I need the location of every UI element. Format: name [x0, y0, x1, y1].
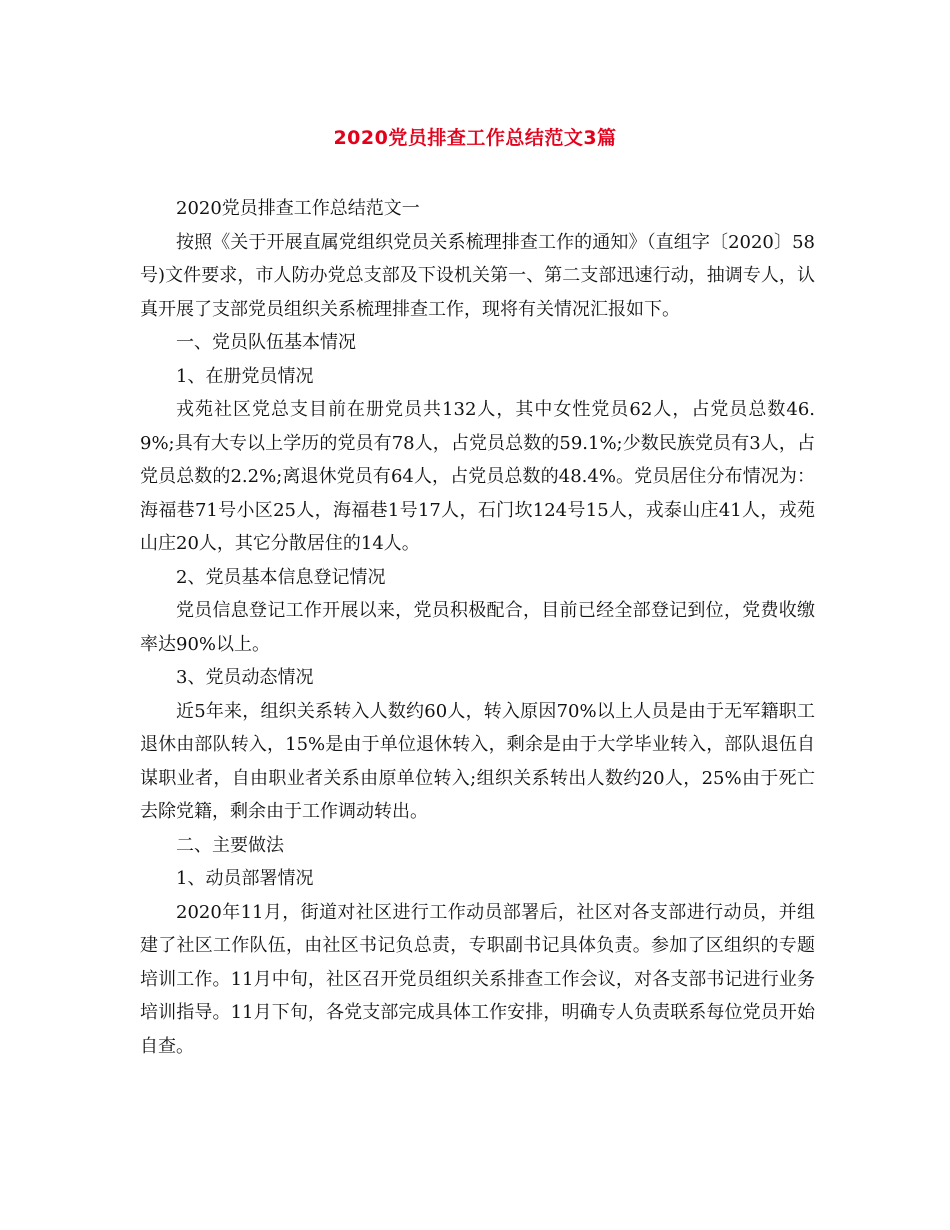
paragraph: 近5年来，组织关系转入人数约60人，转入原因70%以上人员是由于无军籍职工退休由部队转入，15%是由于单位退休转入，剩余是由于大学毕业转入，部队退伍自谋职业者，自由职业者关系由原单位转入;组织关系转出人数约20人，25%由于死亡去除党籍，剩余由于工作调动转出。: [140, 700, 815, 822]
section-heading: 一、党员队伍基本情况: [176, 332, 356, 353]
section-heading: 二、主要做法: [176, 834, 284, 856]
paragraph: 党员信息登记工作开展以来，党员积极配合，目前已经全部登记到位，党费收缴率达90%以上。: [140, 600, 815, 655]
subsection-heading: 1、动员部署情况: [176, 868, 314, 889]
document-title: 2020党员排查工作总结范文3篇: [333, 127, 617, 149]
section-heading: 2020党员排查工作总结范文一: [176, 198, 420, 219]
paragraph: 戎苑社区党总支目前在册党员共132人，其中女性党员62人，占党员总数46.9%;具有大专以上学历的党员有78人，占党员总数的59.1%;少数民族党员有3人，占党员总数的2.2%;离退休党员有64人，占党员总数的48.4%。党员居住分布情况为：海福巷71号小区25人，海福巷1号17人，石门坎124号15人，戎泰山庄41人，戎苑山庄20人，其它分散居住的14人。: [140, 399, 815, 554]
subsection-heading: 2、党员基本信息登记情况: [176, 566, 386, 588]
subsection-heading: 1、在册党员情况: [176, 365, 314, 387]
subsection-heading: 3、党员动态情况: [176, 667, 314, 688]
document-body: [140, 192, 815, 1063]
paragraph: 2020年11月，街道对社区进行工作动员部署后，社区对各支部进行动员，并组建了社区工作队伍，由社区书记负总责，专职副书记具体负责。参加了区组织的专题培训工作。11月中旬，社区召开党员组织关系排查工作会议，对各支部书记进行业务培训指导。11月下旬，各党支部完成具体工作安排，明确专人负责联系每位党员开始自查。: [140, 901, 815, 1057]
paragraph: 按照《关于开展直属党组织党员关系梳理排查工作的通知》（直组字〔2020〕58号)文件要求，市人防办党总支部及下设机关第一、第二支部迅速行动，抽调专人，认真开展了支部党员组织关系梳理排查工作，现将有关情况汇报如下。: [140, 231, 815, 320]
